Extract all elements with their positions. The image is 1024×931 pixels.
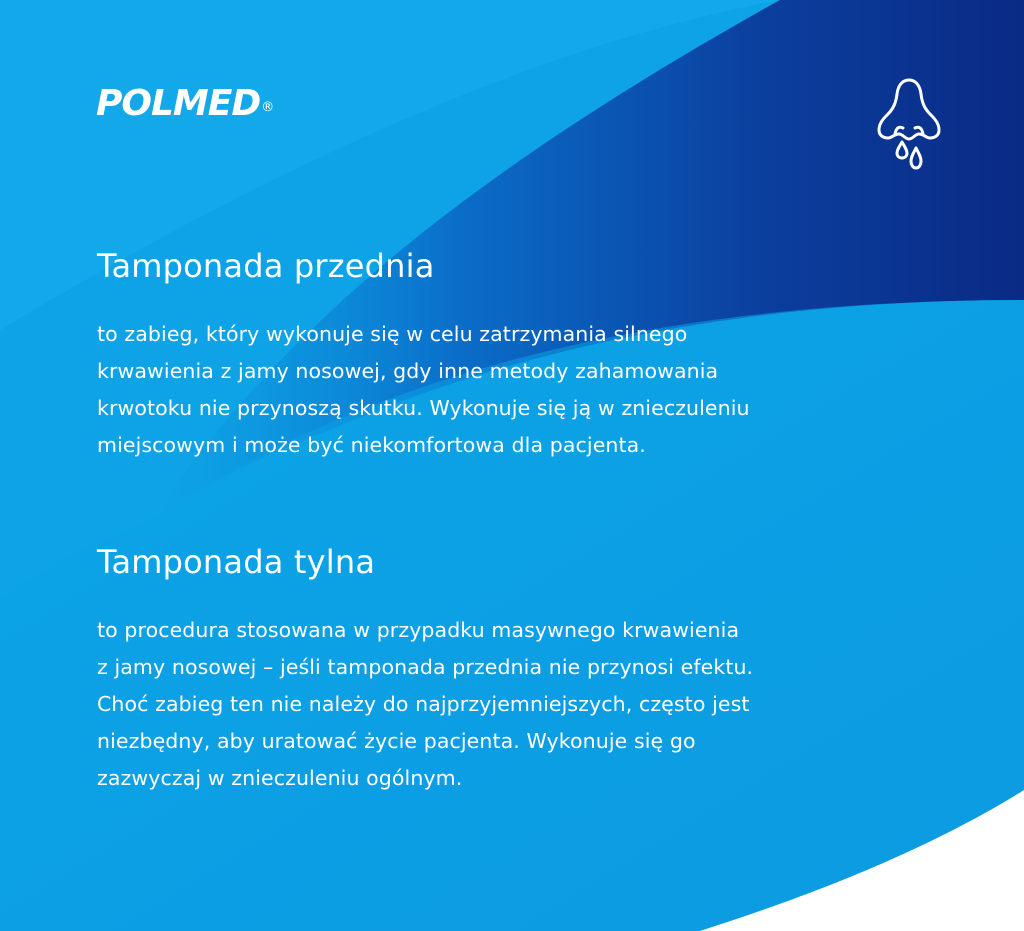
section-posterior-tamponade: [97, 540, 917, 797]
description-line: Choć zabieg ten nie należy do najprzyjemniejszych, często jest: [97, 692, 750, 716]
logo-text: POLMED: [96, 83, 261, 124]
polmed-logo: [96, 82, 272, 126]
description-line: zazwyczaj w znieczuleniu ogólnym.: [97, 766, 463, 790]
section-description: [97, 316, 917, 464]
section-anterior-tamponade: [97, 244, 917, 464]
description-line: krwotoku nie przynoszą skutku. Wykonuje się ją w znieczuleniu: [97, 396, 750, 420]
description-line: z jamy nosowej – jeśli tamponada przednia nie przynosi efektu.: [97, 655, 754, 679]
section-title: Tamponada przednia: [97, 247, 435, 285]
nose-bleed-icon: [872, 76, 946, 176]
description-line: to zabieg, który wykonuje się w celu zatrzymania silnego: [97, 322, 688, 346]
description-line: miejscowym i może być niekomfortowa dla pacjenta.: [97, 433, 646, 457]
trademark-symbol: ®: [261, 100, 274, 115]
description-line: niezbędny, aby uratować życie pacjenta. Wykonuje się go: [97, 729, 696, 753]
description-line: to procedura stosowana w przypadku masywnego krwawienia: [97, 618, 740, 642]
section-title: Tamponada tylna: [97, 543, 376, 581]
description-line: krwawienia z jamy nosowej, gdy inne metody zahamowania: [97, 359, 719, 383]
section-description: [97, 612, 917, 797]
